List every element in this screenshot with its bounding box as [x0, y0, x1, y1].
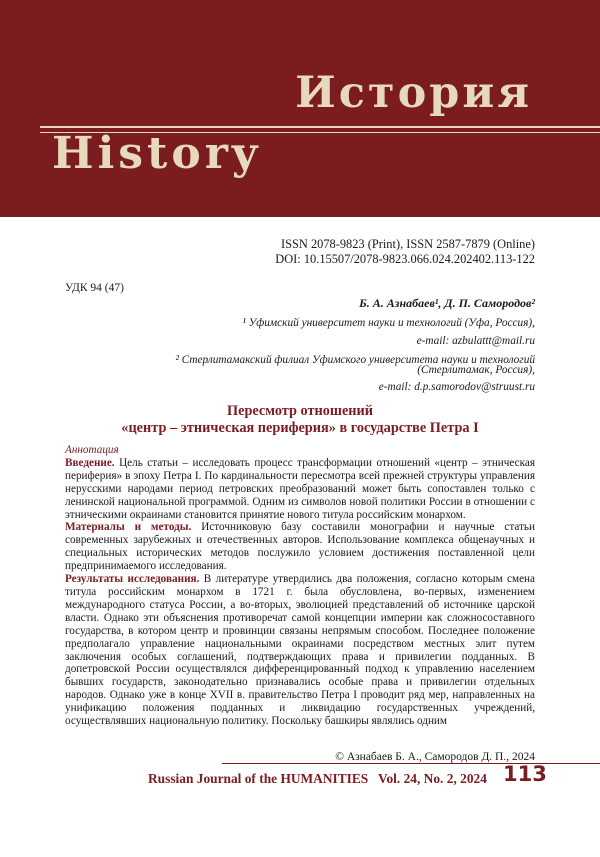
introduction-heading: Введение. — [65, 456, 115, 469]
abstract-results — [65, 573, 535, 728]
abstract-methods — [65, 521, 535, 573]
affiliation-2-line-1: ² Стерлитамакский филиал Уфимского университета науки и технологий — [175, 354, 535, 366]
introduction-text: Цель статьи – исследовать процесс трансформации отношений «центр – этническая периферия» в эпоху Петра I. По кардинальности пересмотра всей прежней структуры управления нерусскими народами период петровских преобразований может быть сопоставлен только с ленинской национальной программой. Одним из символов новой политики России в отношении с этническими окраинами становится принятие нового титула российским монархом. — [65, 456, 536, 521]
abstract-label: Аннотация — [65, 444, 119, 456]
udk-code: УДК 94 (47) — [65, 282, 124, 294]
journal-banner — [0, 0, 600, 217]
article-title-line-2: «центр – этническая периферия» в государстве Петра I — [121, 420, 479, 436]
issn-block — [275, 237, 535, 267]
results-heading: Результаты исследования. — [65, 573, 200, 586]
copyright: © Азнабаев Б. А., Самородов Д. П., 2024 — [335, 751, 535, 763]
email-2: e-mail: d.p.samorodov@struust.ru — [378, 381, 535, 393]
section-title-ru: История — [295, 68, 532, 118]
email-1: e-mail: azbulattt@mail.ru — [416, 335, 535, 347]
methods-text: Источниковую базу составили монографии и научные статьи современных зарубежных и отечественных авторов. Использование комплекса общенаучных и специальных исторических методов послужило условием достижения поставленной цели предпринимаемого исследования. — [65, 521, 536, 573]
affiliation-1: ¹ Уфимский университет науки и технологий (Уфа, Россия), — [242, 317, 535, 329]
section-title-en: History — [52, 128, 262, 179]
affiliation-2-line-2: (Стерлитамак, Россия), — [417, 364, 535, 376]
abstract-introduction — [65, 457, 535, 522]
doi-line: DOI: 10.15507/2078-9823.066.024.202402.113-122 — [275, 252, 535, 266]
results-text: В литературе утвердились два положения, согласно которым смена титула российским монархом в 1721 г. была обусловлена, во-первых, изменением международного статуса России, а во-вторых, эволюцией представлений об источнике царской власти. Однако эти объяснения противоречат самой концепции империи как сложносоставного государства, в котором центр и провинции связаны непрямым способом. Последнее положение предполагало управление национальными окраинами посредством местных элит путем заключения особых соглашений, подтверждающих права и привилегии подданных. В допетровской России осуществлялся дифференцированный подход к управлению населением бывших государств, законодательно признавались особые права и привилегии отдельных народов. Однако уже в конце XVII в. правительство Петра I проводит ряд мер, направленных на унификацию положения подданных и ликвидацию государственных учреждений, осуществлявших национальную политику. Поскольку башкиры являлись одним — [65, 573, 536, 728]
page-number: 113 — [503, 762, 547, 786]
issn-line: ISSN 2078-9823 (Print), ISSN 2587-7879 (Online) — [280, 237, 535, 251]
author-names: Б. А. Азнабаев¹, Д. П. Самородов² — [359, 296, 535, 310]
abstract — [65, 444, 535, 728]
methods-heading: Материалы и методы. — [65, 521, 192, 534]
journal-footer: Russian Journal of the HUMANITIES Vol. 24, No. 2, 2024 — [148, 771, 487, 786]
article-title-line-1: Пересмотр отношений — [226, 403, 373, 419]
